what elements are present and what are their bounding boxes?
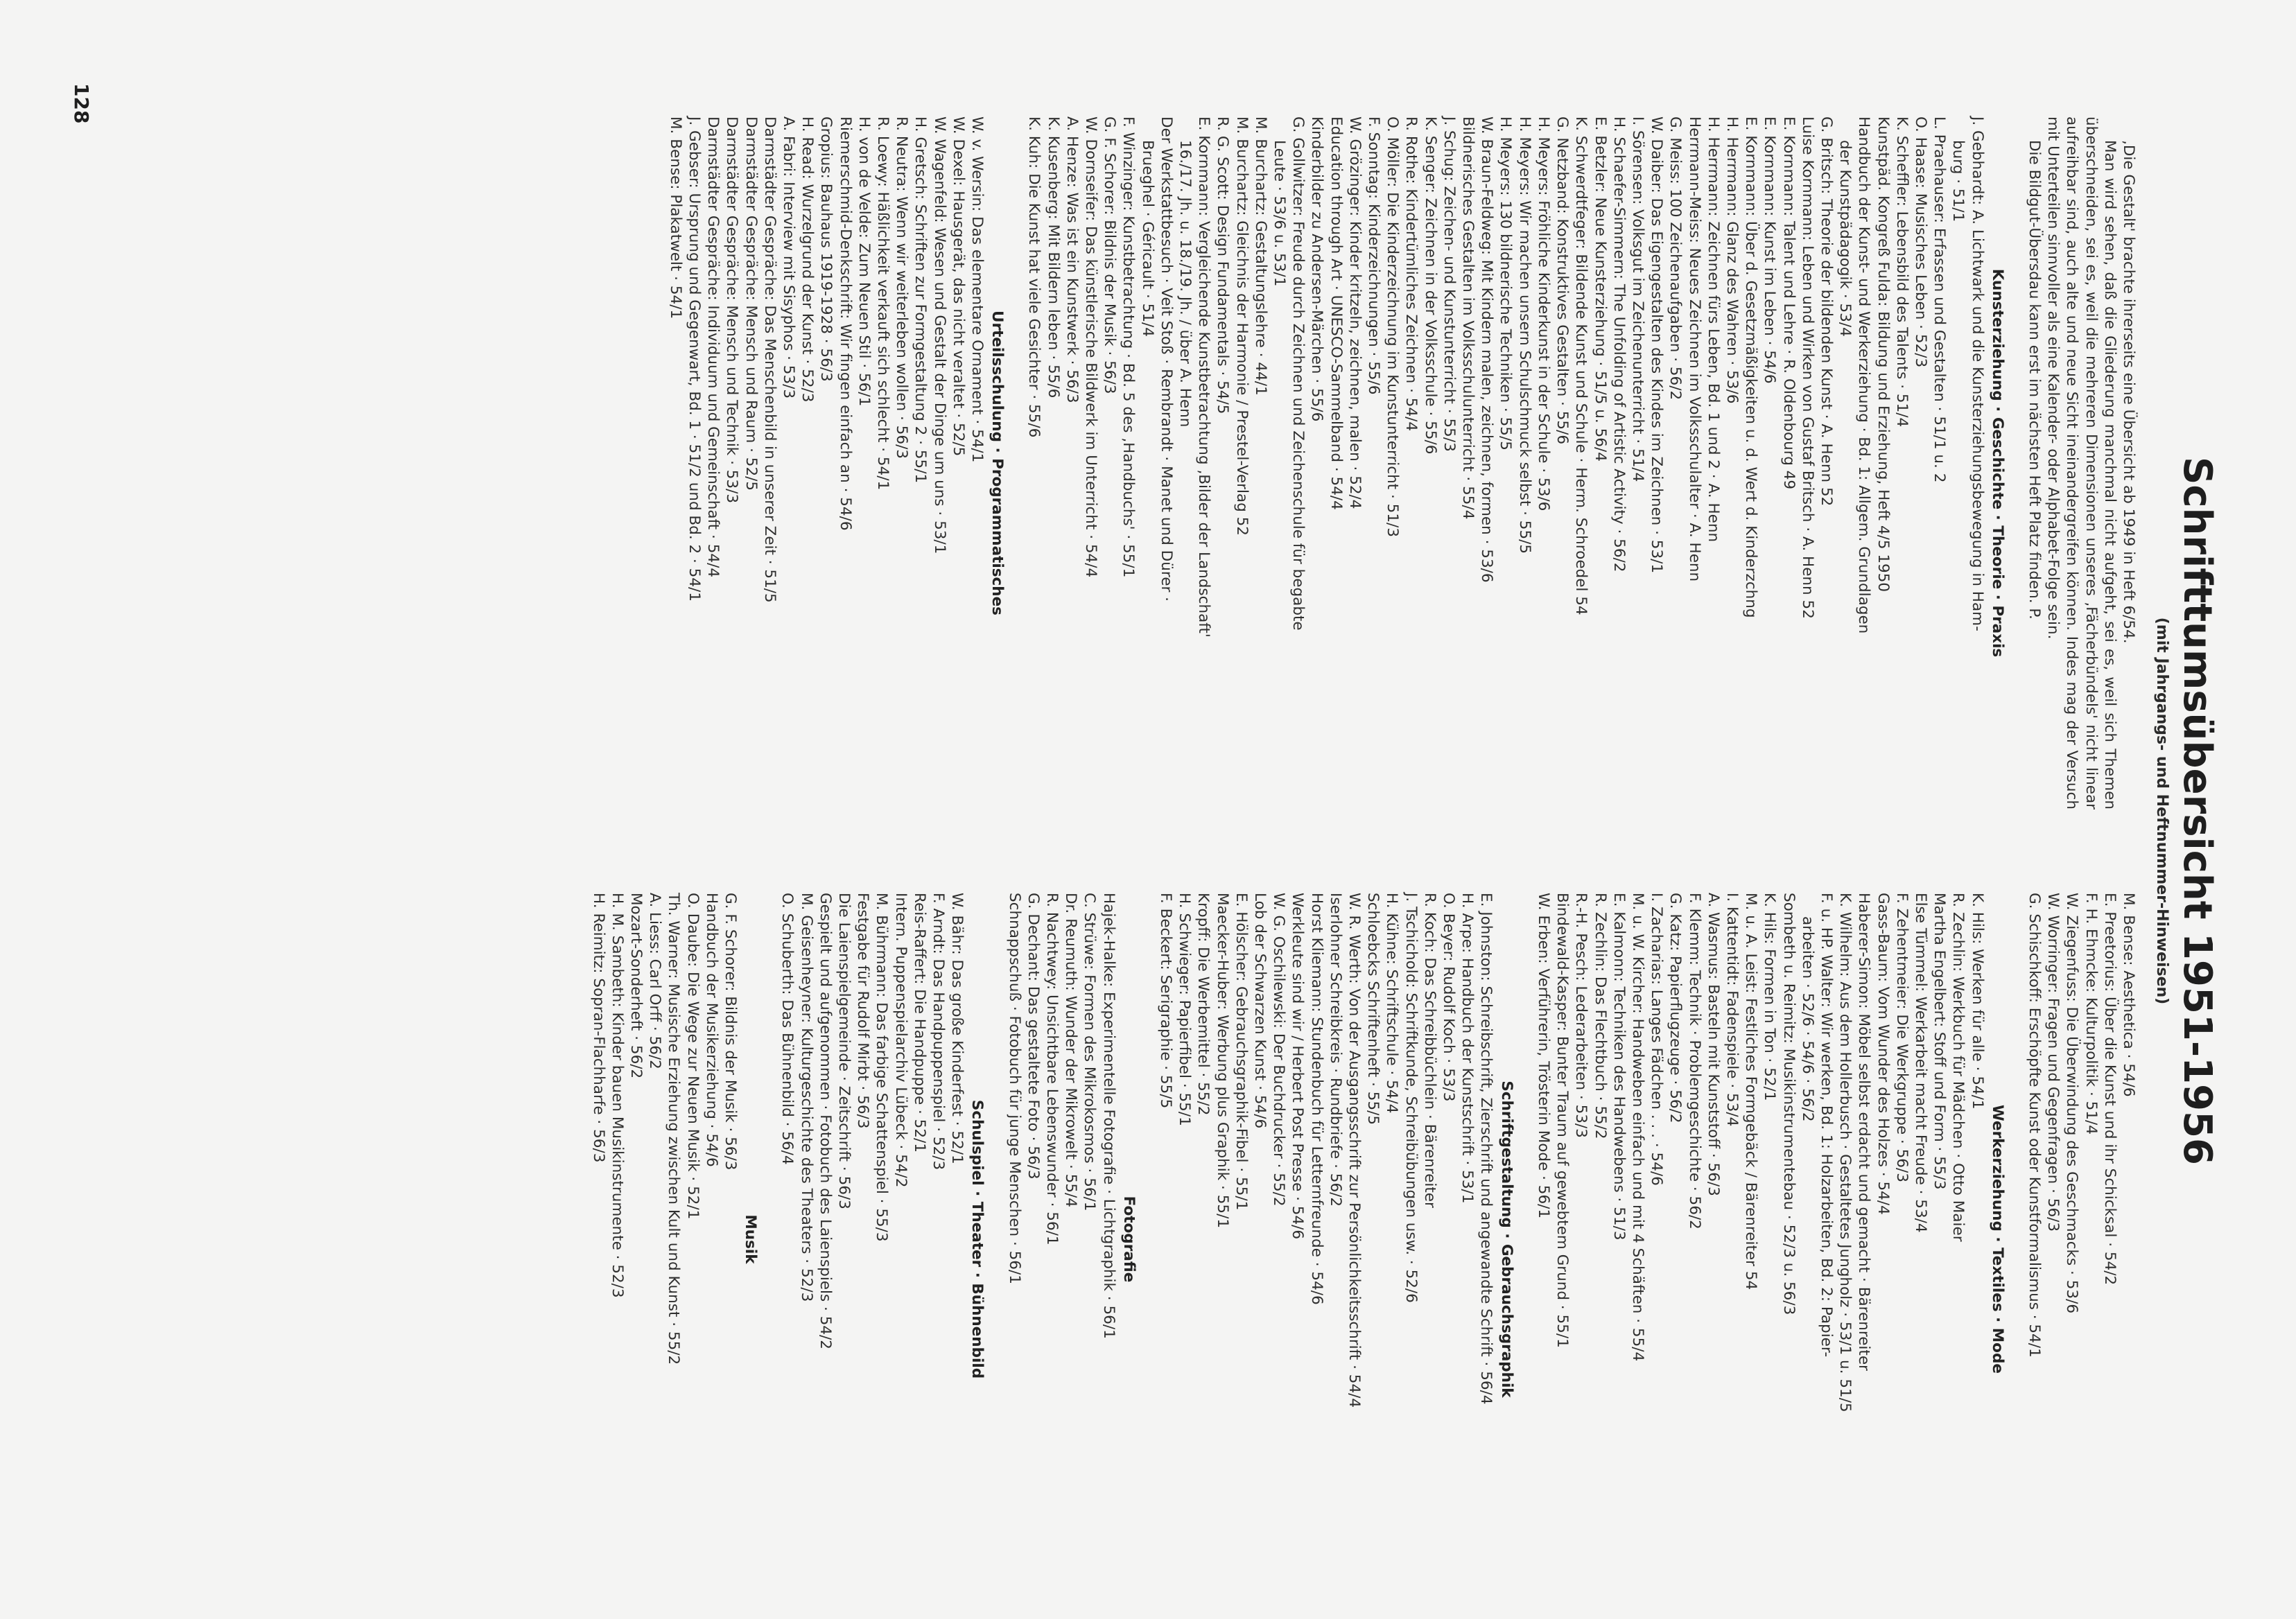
list-item: H. Schwieger: Papierfibel · 55/1: [1176, 893, 1194, 1126]
section-heading-fotografie: Fotografie: [1120, 1196, 1138, 1283]
list-item: A. Henze: Was ist ein Kunstwerk · 56/3: [1063, 116, 1081, 403]
list-item: K. Kuh: Die Kunst hat viele Gesichter · 55/6: [1025, 116, 1043, 438]
list-item: K. Scheffler: Lebensbild des Talents · 51/4: [1893, 116, 1911, 428]
list-item: Luise Kornmann: Leben und Wirken von Gustaf Britsch · A. Henn 52: [1798, 116, 1816, 619]
intro-paragraph: Die Bildgut-Übersdau kann erst im nächsten Heft Platz finden. P.: [2025, 140, 2043, 620]
list-item: Darmstädter Gespräche: Mensch und Technik · 53/3: [723, 116, 741, 504]
list-item: Brueghel · Géricault · 51/4: [1138, 140, 1156, 337]
list-item: Bildnerisches Gestalten im Volksschulunterricht · 55/4: [1459, 116, 1477, 520]
list-item: Die Laienspielgemeinde · Zeitschrift · 56/3: [835, 893, 853, 1209]
list-item: W. Dexel: Hausgerät, das nicht veraltet · 52/5: [949, 116, 967, 457]
intro-paragraph: ‚Die Gestalt' brachte ihrerseits eine Übersicht ab 1949 in Heft 6/54.: [2120, 140, 2137, 644]
list-item: M. Burchartz: Gleichnis der Harmonie / Prestel-Verlag 52: [1233, 116, 1251, 536]
list-item: 16./17. Jh. u. 18./19. Jh. / über A. Henn: [1176, 140, 1194, 428]
section-heading-urteilsschulung: Urteilsschulung · Programmatisches: [989, 310, 1007, 615]
list-item: G. Schischkoff: Erschöpfte Kunst oder Kunstformalismus · 54/1: [2025, 893, 2043, 1358]
list-item: E. Kornmann: Talent und Lehre · R. Oldenbourg 49: [1780, 116, 1798, 490]
list-item: E. Kornmann: Kunst im Leben · 54/6: [1761, 116, 1779, 384]
list-item: Kinderbilder zu Andersen-Märchen · 55/6: [1308, 116, 1326, 422]
list-item: Kunstpäd. Kongreß Fulda: Bildung und Erziehung, Heft 4/5 1950: [1874, 116, 1892, 593]
list-item: H. Meyers: Fröhliche Kinderkunst in der Schule · 53/6: [1534, 116, 1552, 511]
list-item: W. Worringer: Fragen und Gegenfragen · 56/3: [2044, 893, 2062, 1232]
list-item: F. Sonntag: Kinderzeichnungen · 55/6: [1365, 116, 1383, 395]
list-item: I. Kattentidt: Fadenspiele · 53/4: [1723, 893, 1741, 1127]
list-item: F. Winzinger: Kunstbetrachtung · Bd. 5 des ‚Handbuchs' · 55/1: [1120, 116, 1138, 578]
list-item: G. Dechant: Das gestaltete Foto · 56/3: [1024, 893, 1042, 1180]
list-item: W. Braun-Feldweg: Mit Kindern malen, zeichnen, formen · 53/6: [1478, 116, 1496, 583]
list-item: Riemerschmid-Denkschrift: Wir fingen einfach an · 54/6: [836, 116, 854, 531]
list-item: Kropff: Die Werbemittel · 55/2: [1194, 893, 1212, 1116]
list-item: E. Preetorius: Über die Kunst und ihr Schicksal · 54/2: [2101, 893, 2119, 1286]
list-item: H. Meyers: Wir machen unsern Schulschmuck selbst · 55/5: [1515, 116, 1533, 554]
list-item: Darmstädter Gespräche: Mensch und Raum · 52/5: [742, 116, 760, 491]
list-item: Martha Engelbert: Stoff und Form · 55/3: [1931, 893, 1949, 1190]
list-item: E. Kornmann: Über d. Gesetzmäßigkeiten u. d. Wert d. Kinderzchng: [1742, 116, 1760, 618]
list-item: H. Reimitz: Sopran-Flachharfe · 56/3: [589, 893, 607, 1163]
list-item: Dr. Reumuth: Wunder der Mikrowelt · 55/4: [1062, 893, 1080, 1207]
list-item: O. Möller: Die Kinderzeichnung im Kunstunterricht · 51/3: [1384, 116, 1402, 537]
list-item: W. Erben: Verführerin, Trösterin Mode · 56/1: [1534, 893, 1552, 1219]
list-item: E. Kalmonn: Techniken des Handwebens · 51/3: [1610, 893, 1628, 1241]
entry-list-urteilsschulung: [666, 116, 986, 810]
list-item: H. Herrmann: Glanz des Wahren · 53/6: [1723, 116, 1741, 404]
page-subtitle: (mit Jahrgangs- und Heftnummer-Hinweisen): [2153, 617, 2171, 1005]
list-item: R. Loewy: Häßlichkeit verkauft sich schlecht · 54/1: [874, 116, 892, 491]
list-item: Der Werkstattbesuch · Veit Stoß · Rembrandt · Manet und Dürer ·: [1157, 116, 1175, 602]
list-item: G. F. Schorer: Bildnis der Musik · 56/3: [721, 893, 739, 1171]
entry-list-programmatisches-continued: [2025, 893, 2138, 1586]
list-item: W. R. Werth: Von der Ausgangsschrift zur Persönlichkeitsschrift · 54/4: [1346, 893, 1364, 1408]
list-item: Intern. Puppenspielarchiv Lübeck · 54/2: [892, 893, 910, 1188]
list-item: J. Tschichold: Schriftkunde, Schreibübungen usw. · 52/6: [1402, 893, 1420, 1303]
list-item: H. Kühne: Schriftschule · 54/4: [1383, 893, 1401, 1114]
section-heading-kunsterziehung: Kunsterziehung · Geschichte · Theorie · Praxis: [1988, 268, 2006, 658]
list-item: G. Gollwitzer: Freude durch Zeichnen und Zeichenschule für begabte: [1289, 116, 1307, 631]
entry-list-kunsterziehung: [1025, 116, 1986, 810]
list-item: R. Nachtwey: Unsichtbare Lebenswunder · 56/1: [1043, 893, 1061, 1245]
list-item: F. Arndt: Das Handpuppenspiel · 52/3: [930, 893, 948, 1171]
list-item: H. Meyers: 130 bildnerische Techniken · 55/5: [1497, 116, 1515, 450]
list-item: Horst Kliemann: Stundenbuch für Letternfreunde · 54/6: [1307, 893, 1325, 1305]
list-item: F. H. Ehmcke: Kulturpolitik · 51/4: [2082, 893, 2100, 1135]
list-item: M. Bense: Plakatwelt · 54/1: [666, 116, 684, 320]
list-item: Darmstädter Gespräche: Individuum und Gemeinschaft · 54/4: [704, 116, 722, 578]
list-item: J. Gebser: Ursprung und Gegenwart, Bd. 1 · 51/2 und Bd. 2 · 54/1: [685, 116, 703, 602]
list-item: R. Koch: Das Schreibbüchlein · Bärenreiter: [1420, 893, 1438, 1208]
list-item: G. Meiss: 100 Zeichenaufgaben · 56/2: [1667, 116, 1685, 401]
list-item: M. u. W. Kircher: Handweben einfach und mit 4 Schäften · 55/4: [1628, 893, 1646, 1362]
list-item: H. Herrmann: Zeichnen fürs Leben, Bd. 1 und 2 · A. Henn: [1704, 116, 1722, 543]
list-item: R. Rothe: Kindertümliches Zeichnen · 54/4: [1402, 116, 1420, 432]
list-item: M. Burchartz: Gestaltungslehre · 44/1: [1251, 116, 1269, 396]
list-item: Iserlohner Schreibkreis · Rundbriefe · 56/2: [1326, 893, 1344, 1207]
list-item: M. u. A. Leist: Festliches Formgebäck / Bärenreiter 54: [1742, 893, 1760, 1290]
list-item: C. Strüwe: Formen des Mikrokosmos · 56/1: [1081, 893, 1099, 1211]
list-item: Maecker-Huber: Werbung plus Graphik · 55/1: [1213, 893, 1231, 1229]
list-item: I. Sörensen: Volksgut im Zeichenunterricht · 51/4: [1628, 116, 1646, 482]
list-item: K. Schwerdtfeger: Bildende Kunst und Schule · Herm. Schroedel 54: [1572, 116, 1590, 615]
list-item: Sombeth u. Reimitz: Musikinstrumentebau · 52/3 u. 56/3: [1780, 893, 1798, 1315]
list-item: W. Dornseifer: Das künstlerische Bildwerk im Unterricht · 54/4: [1082, 116, 1100, 578]
list-item: J. Gebhardt: A. Lichtwark und die Kunsterziehungsbewegung in Ham-: [1968, 116, 1986, 631]
list-item: Lob der Schwarzen Kunst · 54/6: [1251, 893, 1269, 1129]
section-heading-werkerziehung: Werkerziehung · Textiles · Mode: [1988, 1105, 2006, 1374]
list-item: M. Bense: Aesthetica · 54/6: [2120, 893, 2137, 1097]
list-item: arbeiten · 52/6 · 54/6 · 56/2: [1798, 916, 1816, 1122]
list-item: H. von de Velde: Zum Neuen Stil · 56/1: [855, 116, 873, 407]
list-item: Hajek-Halke: Experimentelle Fotografie · Lichtgraphik · 56/1: [1099, 893, 1117, 1339]
page-title: Schrifttumsübersicht 1951-1956: [2175, 456, 2220, 1166]
list-item: W. G. Oschilewski: Der Buchdrucker · 55/2: [1270, 893, 1288, 1207]
list-item: H. Read: Wurzelgrund der Kunst · 52/3: [799, 116, 817, 403]
list-item: G. Britsch: Theorie der bildenden Kunst · A. Henn 52: [1817, 116, 1835, 507]
list-item: G. Netzband: Konstruktives Gestalten · 55/6: [1554, 116, 1572, 445]
list-item: Th. Warner: Musische Erziehung zwischen Kult und Kunst · 55/2: [665, 893, 683, 1365]
list-item: burg · 51/1: [1949, 140, 1967, 222]
entry-list-werkerziehung: [1534, 893, 1987, 1586]
list-item: Herrmann-Meiss: Neues Zeichnen im Volksschulalter · A. Henn: [1685, 116, 1703, 582]
list-item: M. Geisenheyner: Kulturgeschichte des Theaters · 52/3: [797, 893, 815, 1302]
list-item: K. Hils: Formen in Ton · 52/1: [1761, 893, 1779, 1101]
list-item: Bindewald-Kasper: Bunter Traum auf gewebtem Grund · 55/1: [1554, 893, 1572, 1348]
list-item: L. Praehauser: Erfassen und Gestalten · 51/1 u. 2: [1931, 116, 1949, 483]
list-item: M. Bührmann: Das farbige Schattenspiel · 55/3: [873, 893, 891, 1242]
entry-list-fotografie: [1004, 893, 1117, 1586]
list-item: Haberer-Simon: Möbel selbst erdacht und gemacht · Bärenreiter: [1855, 893, 1873, 1371]
list-item: R. Neutra: Wenn wir weiterleben wollen · 56/3: [893, 116, 911, 459]
list-item: G. F. Schorer: Bildnis der Musik · 56/3: [1101, 116, 1119, 394]
list-item: K. Senger: Zeichnen in der Volksschule · 55/6: [1421, 116, 1439, 455]
list-item: A. Fabri: Interview mit Sisyphos · 53/3: [779, 116, 797, 399]
list-item: F. Klemm: Technik · Problemgeschichte · 56/2: [1685, 893, 1703, 1229]
list-item: K. Hils: Werken für alle · 54/1: [1968, 893, 1986, 1110]
entry-list-schulspiel: [778, 893, 966, 1586]
section-heading-schulspiel: Schulspiel · Theater · Bühnenbild: [968, 1099, 986, 1379]
list-item: O. Beyer: Rudolf Koch · 53/3: [1440, 893, 1458, 1102]
list-item: O. Haase: Musisches Leben · 52/3: [1911, 116, 1929, 368]
entry-list-musik: [589, 893, 740, 1586]
list-item: H. Schaefer-Simmern: The Unfolding of Artistic Activity · 56/2: [1610, 116, 1628, 572]
list-item: A. Liess: Carl Orff · 56/2: [646, 893, 664, 1069]
list-item: H. Gretsch: Schriften zur Formgestaltung 2 · 55/1: [912, 116, 930, 484]
page-number: 128: [70, 83, 93, 124]
list-item: Reis-Raffert: Die Handpuppe · 52/1: [910, 893, 928, 1153]
list-item: O. Daube: Die Wege zur Neuen Musik · 52/1: [684, 893, 702, 1220]
list-item: Schloebcks Schriftenheft · 55/5: [1364, 893, 1382, 1126]
list-item: H. M. Sambeth: Kinder bauen Musikinstrumente · 52/3: [608, 893, 626, 1298]
list-item: F. u. HP. Walter: Wir werken, Bd. 1: Holzarbeiten, Bd. 2: Papier-: [1817, 893, 1835, 1358]
list-item: W. Wagenfeld: Wesen und Gestalt der Dinge um uns · 53/1: [930, 116, 948, 554]
list-item: W. Daiber: Das Eigengestalten des Kindes im Zeichnen · 53/1: [1648, 116, 1666, 574]
list-item: Gespielt und aufgenommen · Fotobuch des Laienspiels · 54/2: [816, 893, 834, 1349]
list-item: Mozart-Sonderheft · 56/2: [627, 893, 645, 1079]
list-item: K. Kusenberg: Mit Bildern leben · 55/6: [1044, 116, 1062, 399]
list-item: Education through Art · UNESCO-Sammelband · 54/4: [1327, 116, 1345, 510]
list-item: A. Wasmus: Basteln mit Kunststoff · 56/3: [1704, 893, 1722, 1196]
entry-list-schriftgestaltung: [1156, 893, 1496, 1586]
list-item: F. Zehentmeier: Die Werkgruppe · 56/3: [1893, 893, 1911, 1182]
list-item: G. Katz: Papierflugzeuge · 56/2: [1667, 893, 1685, 1123]
list-item: Festgabe für Rudolf Mirbt · 56/3: [854, 893, 872, 1129]
section-heading-schriftgestaltung: Schriftgestaltung · Gebrauchsgraphik: [1497, 1080, 1515, 1398]
list-item: E. Johnston: Schreibschrift, Zierschrift und angewandte Schrift · 56/4: [1477, 893, 1495, 1405]
list-item: R.-H. Pesch: Lederarbeiten · 53/3: [1572, 893, 1590, 1138]
list-item: O. Schuberth: Das Bühnenbild · 56/4: [779, 893, 797, 1165]
list-item: I. Zacharias: Langes Fädchen . . . · 54/6: [1648, 893, 1666, 1186]
intro-paragraph: Man wird sehen, daß die Gliederung manchmal nicht aufgeht, sei es, weil sich Themen überschneiden, sei es, weil die mehreren Dimensionen unseres ‚Fächerbündels' nicht linear aufreihbar sind, auch alte und neue Sicht ineinandergreifen können. Indes mag der Versuch mit Unterteilen sinnvoller als eine Kalender- oder Alphabet-Folge sein.: [2044, 116, 2119, 810]
list-item: Gass-Baum: Vom Wunder des Holzes · 54/4: [1874, 893, 1892, 1215]
list-item: W. Grözinger: Kinder kritzeln, zeichnen, malen · 52/4: [1346, 116, 1364, 509]
list-item: W. v. Wersin: Das elementare Ornament · 54/1: [968, 116, 986, 463]
list-item: W. Ziegenfuss: Die Überwindung des Geschmacks · 53/6: [2063, 893, 2081, 1313]
section-heading-musik: Musik: [742, 1214, 760, 1264]
list-item: Handbuch der Kunst- und Werkerziehung · Bd. 1: Allgem. Grundlagen: [1855, 116, 1873, 634]
list-item: R. Zechlin: Das Flechtbuch · 55/2: [1591, 893, 1609, 1139]
list-item: Leute · 53/6 u. 53/1: [1271, 140, 1289, 287]
right-column: [589, 893, 2138, 1586]
list-item: E. Kornmann: Vergleichende Kunstbetrachtung ‚Bilder der Landschaft': [1195, 116, 1213, 638]
list-item: F. Beckert: Serigraphie · 55/5: [1157, 893, 1175, 1109]
list-item: der Kunstpädagogik · 53/4: [1836, 140, 1854, 337]
list-item: E. Betzler: Neue Kunsterziehung · 51/5 u. 56/4: [1591, 116, 1609, 462]
list-item: K. Wilhelm: Aus dem Hollerbusch · Gestaltetes Jungholz · 53/1 u. 51/5: [1836, 893, 1854, 1412]
title-block: [2153, 118, 2220, 1504]
list-item: W. Bähr: Das große Kinderfest · 52/1: [948, 893, 966, 1164]
list-item: R. Zechlin: Werkbuch für Mädchen · Otto Maier: [1949, 893, 1967, 1242]
list-item: Werkleute sind wir / Herbert Post Presse · 54/6: [1289, 893, 1307, 1240]
left-column: [666, 116, 2138, 810]
list-item: H. Arpe: Handbuch der Kunstschrift · 53/1: [1459, 893, 1477, 1204]
list-item: Else Tümmel: Werkarbeit macht Freude · 53/4: [1911, 893, 1929, 1233]
list-item: E. Hölscher: Gebrauchsgraphik-Fibel · 55/1: [1232, 893, 1250, 1211]
list-item: Schnappschuß · Fotobuch für junge Menschen · 56/1: [1005, 893, 1023, 1284]
list-item: Darmstädter Gespräche: Das Menschenbild in unserer Zeit · 51/5: [760, 116, 779, 603]
list-item: R. G. Scott: Design Fundamentals · 54/5: [1214, 116, 1232, 414]
list-item: J. Schug: Zeichen- und Kunstunterricht · 55/3: [1440, 116, 1458, 452]
list-item: Handbuch der Musikerziehung · 54/6: [702, 893, 720, 1167]
list-item: Gropius: Bauhaus 1919-1928 · 56/3: [817, 116, 835, 382]
